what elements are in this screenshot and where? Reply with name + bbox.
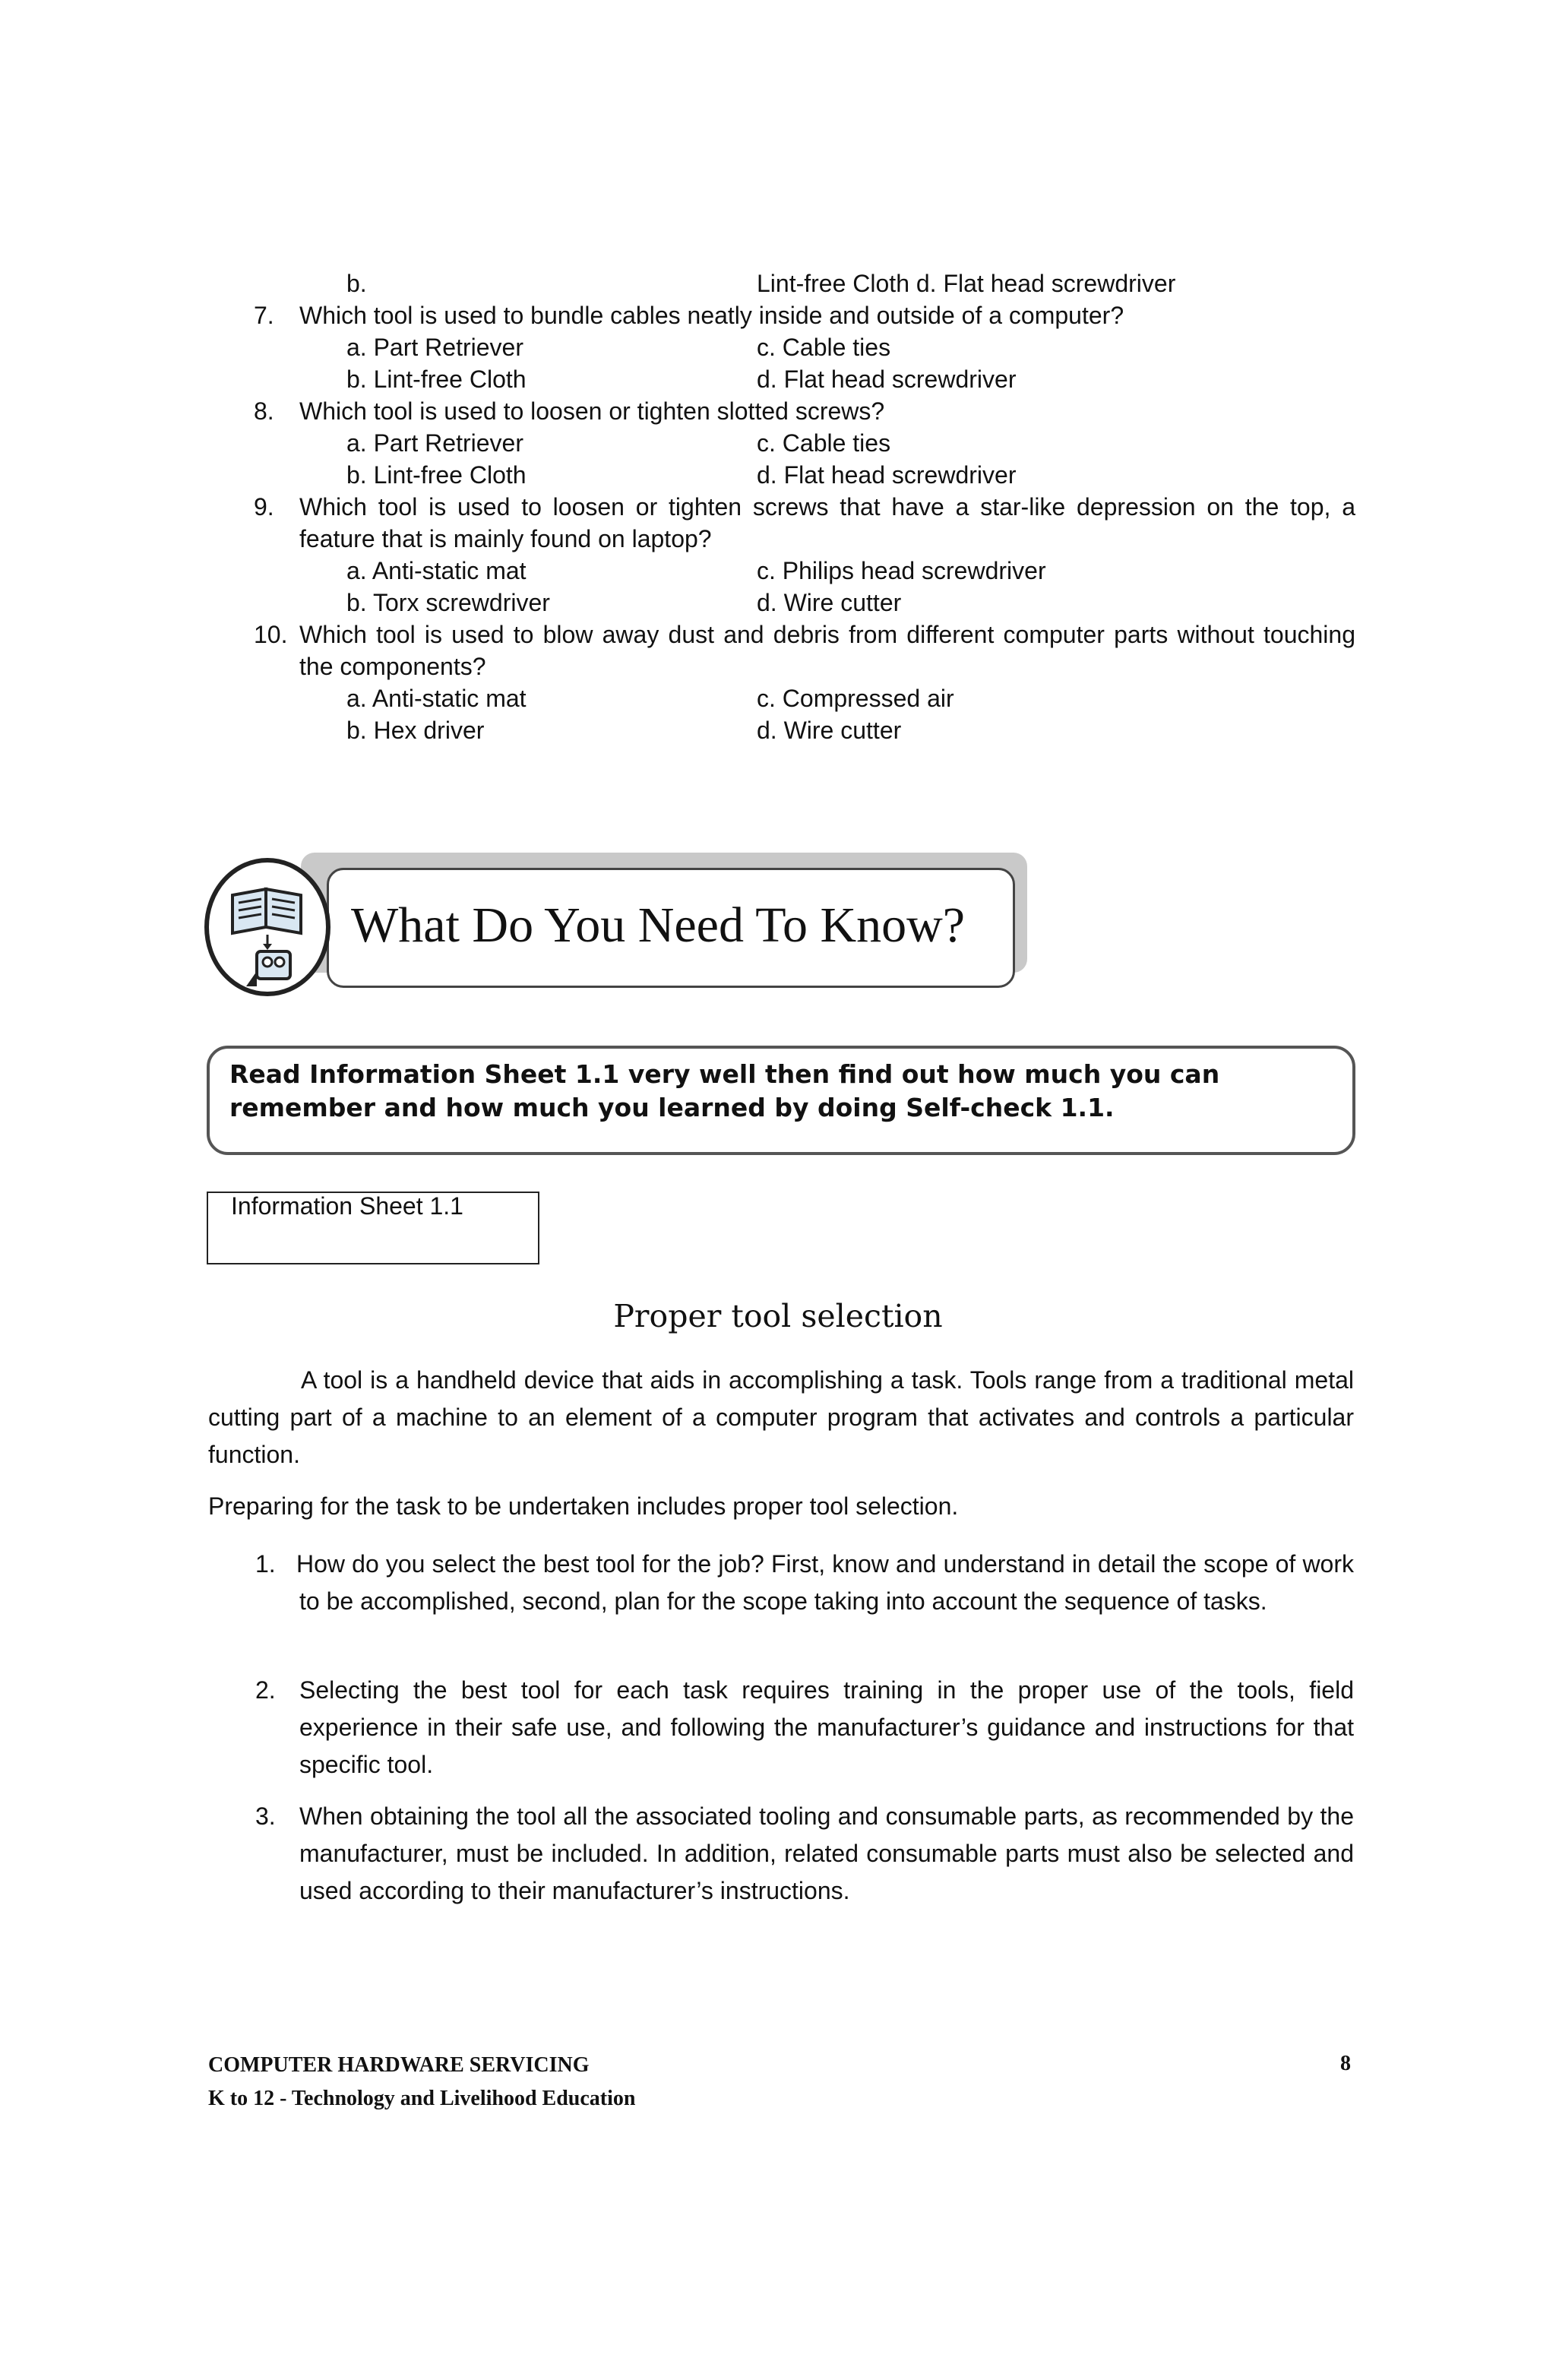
option-b: b. Lint-free Cloth [346, 461, 527, 489]
intro-paragraph: A tool is a handheld device that aids in accomplishing a task. Tools range from a traditional metal cutting part of a machine to an element of a computer program that activates and controls a particular function. [208, 1366, 1354, 1468]
list-item-text: When obtaining the tool all the associated tooling and consumable parts, as recommended by the manufacturer, must be included. In addition, related consumable parts must also be selected and used according to their manufacturer’s instructions. [299, 1802, 1354, 1904]
option-text: Lint-free Cloth d. Flat head screwdriver [757, 270, 1176, 297]
list-item-number: 3. [255, 1802, 276, 1830]
list-item-number: 2. [255, 1676, 276, 1704]
option-d: d. Flat head screwdriver [757, 366, 1017, 393]
information-sheet-label: Information Sheet 1.1 [231, 1192, 463, 1220]
option-d: d. Wire cutter [757, 717, 902, 744]
prep-paragraph: Preparing for the task to be undertaken includes proper tool selection. [208, 1492, 959, 1520]
option-b: b. Torx screwdriver [346, 589, 550, 616]
question-text: Which tool is used to bundle cables neatly inside and outside of a computer? [299, 302, 1124, 329]
instruction-text: Read Information Sheet 1.1 very well then find out how much you can remember and how much you learned by doing Self-check 1.1. [229, 1059, 1220, 1122]
page-number: 8 [1340, 2052, 1351, 2075]
list-item-number: 1. [255, 1550, 276, 1578]
option-c: c. Philips head screwdriver [757, 557, 1046, 584]
option-a: a. Part Retriever [346, 334, 523, 361]
footer-title: COMPUTER HARDWARE SERVICING [208, 2053, 590, 2077]
option-a: a. Part Retriever [346, 429, 523, 457]
footer-subtitle: K to 12 - Technology and Livelihood Education [208, 2087, 636, 2110]
option-c: c. Cable ties [757, 334, 891, 361]
option-a: a. Anti-static mat [346, 685, 527, 712]
list-item-text: Selecting the best tool for each task requires training in the proper use of the tools, field experience in their safe use, and following the manufacturer’s guidance and instructions for that specific tool. [299, 1676, 1354, 1778]
question-text: Which tool is used to loosen or tighten screws that have a star-like depression on the top, a feature that is mainly found on laptop? [299, 493, 1355, 552]
option-d: d. Wire cutter [757, 589, 902, 616]
question-text: Which tool is used to blow away dust and debris from different computer parts without touching the components? [299, 621, 1355, 680]
option-c: c. Compressed air [757, 685, 954, 712]
option-letter: b. [346, 270, 367, 297]
book-and-person-icon [204, 857, 334, 997]
question-number: 7. [254, 302, 274, 329]
question-text: Which tool is used to loosen or tighten slotted screws? [299, 397, 885, 425]
option-c: c. Cable ties [757, 429, 891, 457]
option-b: b. Lint-free Cloth [346, 366, 527, 393]
option-b: b. Hex driver [346, 717, 485, 744]
banner-title: What Do You Need To Know? [351, 897, 966, 953]
section-heading: Proper tool selection [613, 1298, 943, 1334]
option-a: a. Anti-static mat [346, 557, 527, 584]
list-item-text: How do you select the best tool for the job? First, know and understand in detail the scope of work to be accomplished, second, plan for the scope taking into account the sequence of tasks. [296, 1550, 1354, 1615]
question-number: 9. [254, 493, 274, 521]
option-d: d. Flat head screwdriver [757, 461, 1017, 489]
question-number: 8. [254, 397, 274, 425]
question-number: 10. [254, 621, 288, 648]
